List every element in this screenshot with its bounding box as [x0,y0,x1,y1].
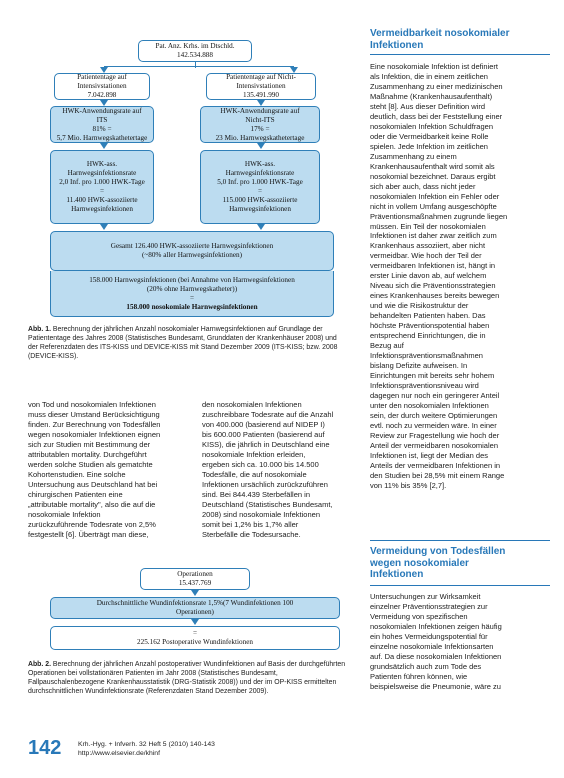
text-line: bis 600.000 Patienten (basierend auf [202,429,325,439]
body-column-left [28,400,190,540]
text-line: Anteil der vermeidbaren nosokomialen [370,440,498,450]
text-line: oder die Vermeidbarkeit keine Rolle [370,131,489,141]
text-line: zurückzuführende Todesrate von 2,5% [28,519,156,529]
text-line: sein, der durch weitere Optimierungen [370,410,498,420]
text-line: Niveau sich die Präventionsstrategien [370,281,496,291]
text-line: Infektionen ist, liegt der Median des [370,450,488,460]
text-line: nosokomiale Infektion [28,509,101,519]
figure1-caption: Abb. 1. Berechnung der jährlichen Anzahl nosokomialer Harnwegsinfektionen auf Grundlage der Patiententage des Jahres 2008 (Statistisches Bundesamt, Grunddaten der Krankenhäuser 2008) und der Referenzdaten des ITS-KISS und DEVICE-KISS mit Stand Dezember 2009 (ITS-KISS; bzw. 2008 (DEVICE-KISS). [28,326,338,361]
page-number: 142 [28,737,62,759]
text-line: den Studien bei 28,5% mit einem Range [370,470,505,480]
text-line: einzelner Präventionsstrategien zur [370,601,488,611]
text-line: entsprechend Einrichtungen, die in [370,331,486,341]
text-line: Präventionsmaßnahmen zugrunde liegen [370,211,508,221]
text-line: vermeidbaren Infektionen ist, hängt in [370,261,496,271]
text-line: Deutschland (Statistisches Bundesamt, [202,499,333,509]
text-line: sind. Bei 844.439 Sterbefällen in [202,489,310,499]
figure1-box-nosocomial-uti: 158.000 Harnwegsinfektionen (bei Annahme von Harnwegsinfektionen (20% ohne Harnwegskatheter)) = 158.000 nosokomiale Harnwegsinfektionen [50,271,334,317]
text-line: finden. Zur Berechnung von Todesfällen [28,419,161,429]
text-line: ergeben sich ca. 10.000 bis 14.500 [202,459,319,469]
text-line: Infektionen ursächlich zurückzuführen [202,479,328,489]
text-line: von 400.000 (basierend auf NIDEP I) [202,419,325,429]
heading-deaths-rule [370,585,550,586]
heading-avoidability-rule [370,54,550,55]
text-line: Einrichtungen mit bereits sehr hohem [370,371,495,381]
text-line: ein hohes Vermeidungspotential für [370,631,488,641]
figure1-box-icu-infections: HWK-ass. Harnwegsinfektionsrate 2,0 Inf. pro 1.000 HWK-Tage = 11.400 HWK-assoziierte Harnwegsinfektionen [50,150,154,224]
text-line: Zusammenhang zu einer medizinischen [370,81,503,91]
text-line: vermeidbar. Wie hoch der Teil der [370,251,482,261]
text-line: den nosokomialen Infektionen [202,400,302,409]
text-line: Infektionspräventionsmaßnahmen [370,351,483,361]
text-line: Review zur Fragestellung wie hoch der [370,430,500,440]
text-line: 2008) sind nosokomiale Infektionen [202,509,320,519]
text-line: zuschreibbare Todesrate auf die Anzahl [202,409,334,419]
text-line: Vermeidung von spezifischen [370,611,468,621]
figure1-box-non-icu-days: Patiententage auf Nicht- Intensivstationen 135.491.990 [206,73,316,100]
text-line: deutlich, dass bei der Feststellung einer [370,111,503,121]
heading-avoiding-deaths: Vermeidung von Todesfällen wegen nosokomialer Infektionen [370,546,506,580]
text-line: KISS), die jährlich in Deutschland eine [202,439,330,449]
text-line: auf. Da diese nosokomialen Infektionen [370,651,502,661]
text-line: Untersuchungen zur Wirksamkeit [370,592,481,601]
text-line: Bezug auf [370,341,404,351]
text-line: sich aber auch, dass nicht jeder [370,181,476,191]
text-line: nosokomialen Infektionen zeigen häufig [370,621,502,631]
figure2-box-infection-rate: Durchschnittliche Wundinfektionsrate 1,5%(7 Wundinfektionen 100 Operationen) [50,597,340,619]
text-line: Krankenhausaufenthalt wird somit als [370,161,495,171]
figure1-box-non-icu-catheter-rate: HWK-Anwendungsrate auf Nicht-ITS 17% = 23 Mio. Harnwegskathetertage [200,106,320,143]
text-line: und wie die Risikostruktur der [370,301,469,311]
body-column-middle [202,400,352,540]
text-line: nicht in vollem Umfang ausgeschöpfte [370,201,497,211]
text-line: von 11% bis 35% [2,7]. [370,480,447,490]
text-line: Anteils der vermeidbaren Infektionen in [370,460,501,470]
text-line: beispielsweise die Pneumonie, wäre zu [370,681,501,691]
text-line: grundsätzlich auch zum Tode des [370,661,482,671]
figure1-box-total-infections: Gesamt 126.400 HWK-assoziierte Harnwegsinfektionen (~80% aller Harnwegsinfektionen) [50,231,334,271]
text-line: Patienten führen können, wie [370,671,468,681]
figure2-box-operations: Operationen 15.437.769 [140,568,250,590]
text-line: nosokomialen Infektion Schuldfragen [370,121,493,131]
text-line: von Tod und nosokomialen Infektionen [28,400,156,409]
figure1-box-icu-days: Patiententage auf Intensivstationen 7.042.898 [54,73,150,100]
text-line: Kohortenstudien. Eine solche [28,469,126,479]
text-line: spielen. Jede Infektion im zeitlichen [370,141,488,151]
text-line: Maßnahme (Krankenhausaufenthalt) [370,91,493,101]
figure1-box-non-icu-infections: HWK-ass. Harnwegsinfektionsrate 5,0 Inf. pro 1.000 HWK-Tage = 115.000 HWK-assoziierte Harnwegsinfektionen [200,150,320,224]
body-column-right-section2 [370,592,552,692]
text-line: muss dieser Umstand Berücksichtigung [28,409,160,419]
journal-citation: Krh.-Hyg. + Infverh. 32 Heft 5 (2010) 140-143 http://www.elsevier.de/khinf [78,741,338,759]
text-line: Zusammenhang zu einem [370,151,457,161]
heading-deaths-rule-top [370,540,550,541]
text-line: „attributable mortality", also die auf die [28,499,156,509]
text-line: als Infektion, die in einem zeitlichen [370,71,488,81]
text-line: nosokomial bezeichnet. Daraus ergibt [370,171,496,181]
text-line: einzelne nosokomiale Infektionsarten [370,641,494,651]
figure2-box-wound-infections: = 225.162 Postoperative Wundinfektionen [50,626,340,650]
text-line: Krankenhaus assoziiert, aber nicht [370,241,486,251]
text-line: eines Krankenhauses bereits bewegen [370,291,500,301]
text-line: wegen nosokomialer Infektionen eignen [28,429,161,439]
text-line: festgestellt [6]. Überträgt man diese, [28,529,149,539]
text-line: Todesfälle, die auf nosokomiale [202,469,307,479]
text-line: höchste Präventionspotential haben [370,321,490,331]
text-line: nosokomialen Infektion ein Fehler oder [370,191,500,201]
text-line: evtl. noch zu vermeiden wäre. In einer [370,420,497,430]
text-line: Infektionen ist daher zwar zeitlich zum [370,231,497,241]
text-line: nosokomiale Infektion erleiden, [202,449,306,459]
heading-avoidability: Vermeidbarkeit nosokomialer Infektionen [370,28,510,51]
text-line: bislang Defizite aufweisen. In [370,361,468,371]
figure2-caption: Abb. 2. Berechnung der jährlichen Anzahl postoperativer Wundinfektionen auf Basis der durchgeführten Operationen bei vollstationären Patienten im Jahr 2008 (Statistisches Bundesamt, Fallpauschalenbezogene Krankenhausstatistik (DRG-Statistik 2008)) und der im OP-KISS ermittelten durchschnittlichen Wundinfektionsrate (Referenzdaten Stand Dezember 2009). [28,661,346,696]
text-line: Eine nosokomiale Infektion ist definiert [370,62,498,71]
text-line: chirurgischen Patienten eine [28,489,123,499]
text-line: dagegen nur noch ein geringerer Anteil [370,390,500,400]
text-line: unter den nosokomialen Infektionen [370,400,489,410]
text-line: werden solche Studien als gematchte [28,459,153,469]
text-line: behandelten Patienten haben. Das [370,311,486,321]
text-line: attributablen mortality. Durchgeführt [28,449,147,459]
figure1-box-total-patient-days: Pat. Anz. Krhs. im Dtschld. 142.534.888 [138,40,252,62]
text-line: steht [8]. Aus dieser Definition wird [370,101,486,111]
text-line: sich zur Studien mit Bestimmung der [28,439,151,449]
text-line: erster Linie davon ab, auf welchem [370,271,487,281]
text-line: Untersuchung aus Deutschland hat bei [28,479,158,489]
body-column-right-section1 [370,62,552,491]
text-line: Sterbefälle die Todesursache. [202,529,301,539]
text-line: Infektionspräventionsniveau wird [370,381,479,390]
journal-link[interactable]: http://www.elsevier.de/khinf [78,749,160,757]
figure1-box-icu-catheter-rate: HWK-Anwendungsrate auf ITS 81% = 5,7 Mio. Harnwegskathetertage [50,106,154,143]
text-line: müssen. Ein Teil der nosokomialen [370,221,486,231]
text-line: somit bei 1,2% bis 1,7% aller [202,519,299,529]
